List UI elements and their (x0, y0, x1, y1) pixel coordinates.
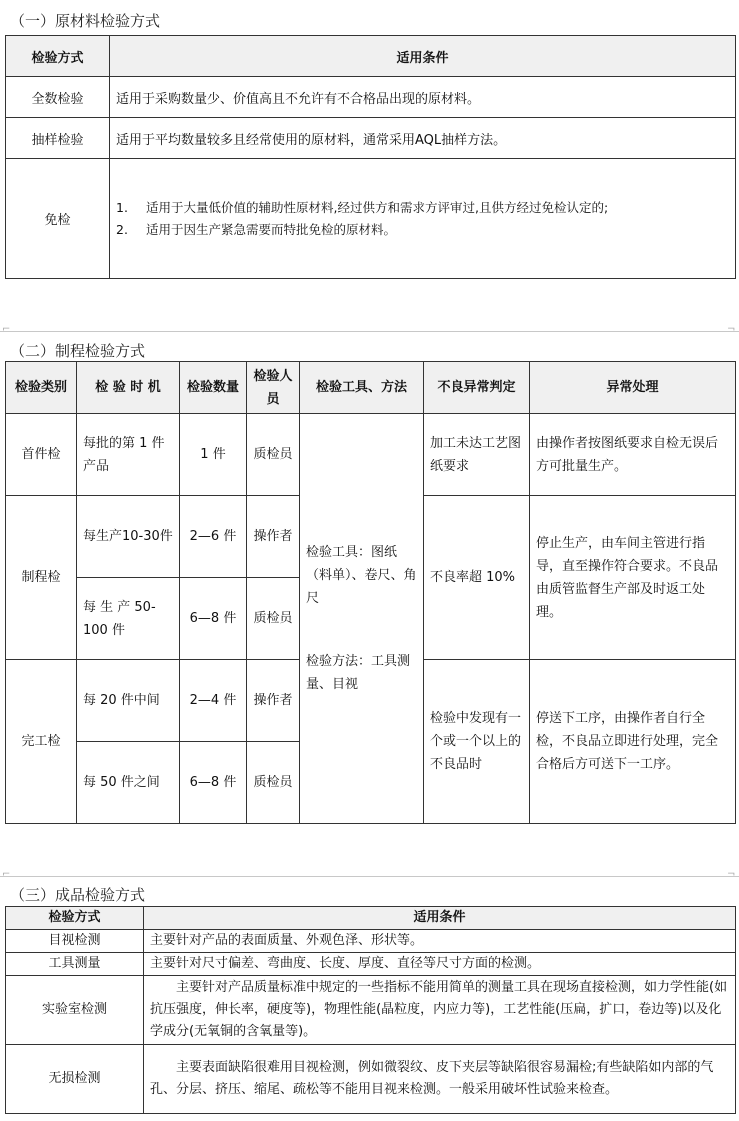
table-row (6, 159, 736, 279)
judge-cell: 加工未达工艺图纸要求 (424, 414, 530, 496)
quantity-cell: 2—4 件 (180, 660, 247, 742)
condition-cell: 主要针对产品质量标准中规定的一些指标不能用简单的测量工具在现场直接检测，如力学性能(如抗压强度，伸长率，硬度等)，物理性能(晶粒度，内应力等)，工艺性能(压扁，扩口，卷边等)以及化学成分(无氧铜的含氧量等)。 (144, 976, 736, 1045)
timing-cell: 每 50 件之间 (77, 742, 180, 824)
handling-cell: 停送下工序，由操作者自行全检，不良品立即进行处理，完全合格后方可送下一工序。 (530, 660, 736, 824)
table-row (6, 118, 736, 159)
finished-product-table (5, 906, 736, 1114)
method-cell: 工具测量 (6, 953, 144, 976)
handling-cell: 停止生产，由车间主管进行指导，直至操作符合要求。不良品由质管监督生产部及时返工处理。 (530, 496, 736, 660)
page-corner-mark: ¬ (727, 324, 736, 335)
table-row (6, 77, 736, 118)
table-header-row (6, 36, 736, 77)
method-cell: 实验室检测 (6, 976, 144, 1045)
header-condition: 适用条件 (110, 36, 736, 77)
table-row (6, 414, 736, 496)
header-quantity: 检验数量 (180, 362, 247, 414)
person-cell: 操作者 (247, 496, 300, 578)
person-cell: 质检员 (247, 414, 300, 496)
condition-cell: 适用于采购数量少、价值高且不允许有不合格品出现的原材料。 (110, 77, 736, 118)
table-row (6, 976, 736, 1045)
method-cell: 抽样检验 (6, 118, 110, 159)
header-handling: 异常处理 (530, 362, 736, 414)
condition-cell: 适用于平均数量较多且经常使用的原材料，通常采用AQL抽样方法。 (110, 118, 736, 159)
table-header-row (6, 907, 736, 930)
header-condition: 适用条件 (144, 907, 736, 930)
method-cell: 无损检测 (6, 1045, 144, 1114)
category-cell: 完工检 (6, 660, 77, 824)
quantity-cell: 2—6 件 (180, 496, 247, 578)
quantity-cell: 1 件 (180, 414, 247, 496)
timing-cell: 每批的第 1 件产品 (77, 414, 180, 496)
method-text: 检验方法：工具测量、目视 (306, 654, 411, 692)
condition-cell: 主要针对尺寸偏差、弯曲度、长度、厚度、直径等尺寸方面的检测。 (144, 953, 736, 976)
quantity-cell: 6—8 件 (180, 742, 247, 824)
condition-cell: 主要针对产品的表面质量、外观色泽、形状等。 (144, 930, 736, 953)
condition-cell (110, 159, 736, 279)
handling-cell: 由操作者按图纸要求自检无误后方可批量生产。 (530, 414, 736, 496)
tools-text: 检验工具：图纸（料单）、卷尺、角尺 (306, 545, 417, 606)
person-cell: 操作者 (247, 660, 300, 742)
header-person: 检验人员 (247, 362, 300, 414)
method-cell: 免检 (6, 159, 110, 279)
category-cell: 首件检 (6, 414, 77, 496)
table-row (6, 1045, 736, 1114)
category-cell: 制程检 (6, 496, 77, 660)
header-method: 检验方式 (6, 907, 144, 930)
method-cell: 全数检验 (6, 77, 110, 118)
raw-material-table (5, 35, 736, 279)
table-row (6, 930, 736, 953)
header-tools: 检验工具、方法 (300, 362, 424, 414)
timing-cell: 每 生 产 50-100 件 (77, 578, 180, 660)
header-category: 检验类别 (6, 362, 77, 414)
judge-cell: 检验中发现有一个或一个以上的不良品时 (424, 660, 530, 824)
header-method: 检验方式 (6, 36, 110, 77)
list-item: 2. 适用于因生产紧急需要而特批免检的原材料。 (116, 221, 397, 237)
person-cell: 质检员 (247, 578, 300, 660)
table-header-row (6, 362, 736, 414)
process-inspection-table (5, 361, 736, 824)
page-corner-mark: ⌐ (2, 324, 11, 335)
page-corner-mark: ⌐ (2, 869, 11, 880)
timing-cell: 每生产10-30件 (77, 496, 180, 578)
section3-title: （三）成品检验方式 (10, 886, 146, 904)
section1-title: （一）原材料检验方式 (10, 12, 161, 30)
person-cell: 质检员 (247, 742, 300, 824)
header-timing: 检 验 时 机 (77, 362, 180, 414)
list-item: 1. 适用于大量低价值的辅助性原材料,经过供方和需求方评审过,且供方经过免检认定的; (116, 199, 609, 215)
page-break-line (0, 331, 739, 332)
section2-title: （二）制程检验方式 (10, 342, 146, 360)
judge-cell: 不良率超 10% (424, 496, 530, 660)
table-row (6, 953, 736, 976)
timing-cell: 每 20 件中间 (77, 660, 180, 742)
quantity-cell: 6—8 件 (180, 578, 247, 660)
condition-cell: 主要表面缺陷很难用目视检测，例如微裂纹、皮下夹层等缺陷很容易漏检;有些缺陷如内部的气孔、分层、挤压、缩尾、疏松等不能用目视来检测。一般采用破坏性试验来检查。 (144, 1045, 736, 1114)
page-corner-mark: ¬ (727, 869, 736, 880)
method-cell: 目视检测 (6, 930, 144, 953)
header-judge: 不良异常判定 (424, 362, 530, 414)
page-break-line (0, 876, 739, 877)
tools-method-cell (300, 414, 424, 824)
